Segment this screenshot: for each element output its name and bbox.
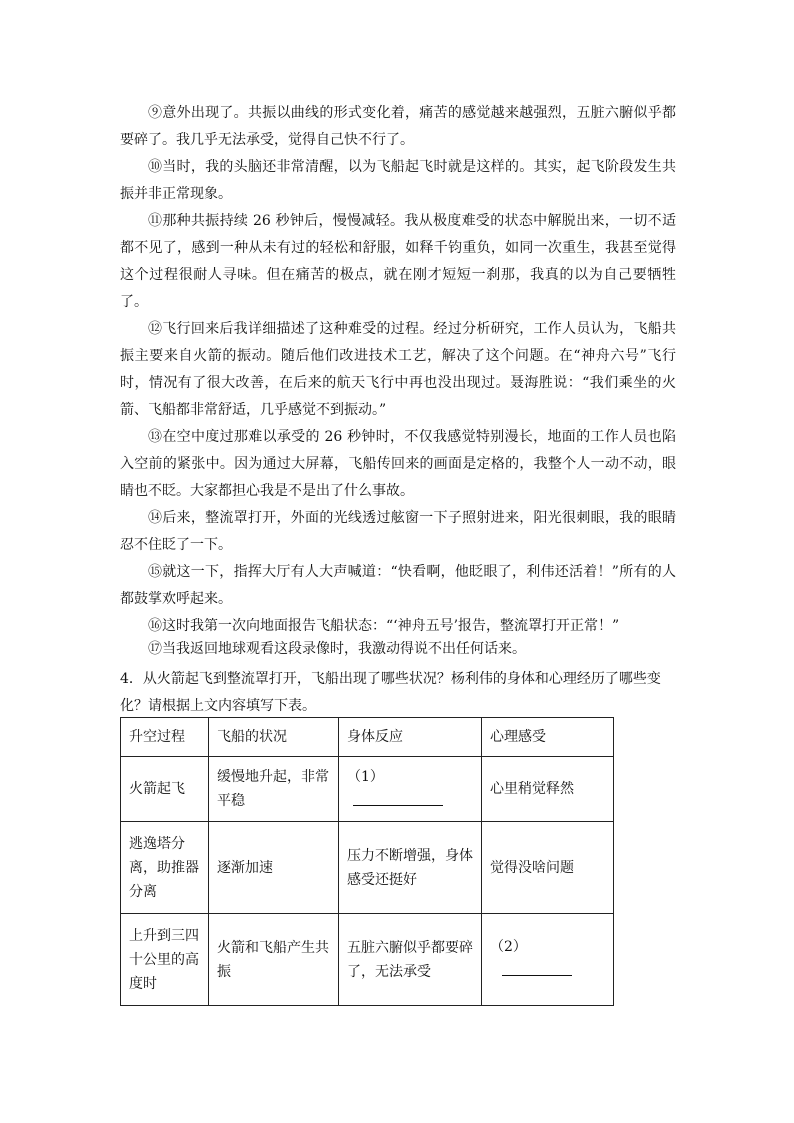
paragraph-9: ⑨意外出现了。共振以曲线的形式变化着，痛苦的感觉越来越强烈，五脏六腑似乎都要碎了。我几乎无法承受，觉得自己快不行了。	[120, 105, 676, 148]
paragraph-14: ⑭后来，整流罩打开，外面的光线透过舷窗一下子照射进来，阳光很刺眼，我的眼睛忍不住眨了一下。	[120, 510, 676, 553]
paragraph-11: ⑪那种共振持续 26 秒钟后，慢慢减轻。我从极度难受的状态中解脱出来，一切不适都不见了，感到一种从未有过的轻松和舒服，如释千钧重负，如同一次重生，我甚至觉得这个过程很耐人寻味。但在痛苦的极点，就在刚才短短一刹那，我真的以为自己要牺牲了。	[120, 213, 676, 310]
table-cell: 压力不断增强，身体感受还挺好	[339, 822, 482, 914]
table-row	[121, 822, 614, 914]
answer-table	[120, 717, 614, 1006]
table-cell: 觉得没啥问题	[482, 822, 614, 914]
table-cell: 火箭和飞船产生共振	[209, 914, 339, 1006]
header-cell: 身体反应	[339, 718, 482, 757]
table-cell: 缓慢地升起，非常平稳	[209, 757, 339, 822]
header-cell: 心理感受	[482, 718, 614, 757]
table-cell: 心里稍觉释然	[482, 757, 614, 822]
table-cell: 逃逸塔分离，助推器分离	[121, 822, 209, 914]
paragraph-17: ⑰当我返回地球观看这段录像时，我激动得说不出任何话来。	[148, 641, 526, 657]
table-cell: 火箭起飞	[121, 757, 209, 822]
table-header-row	[121, 718, 614, 757]
blank-label: （1）	[347, 768, 384, 785]
table-cell: 五脏六腑似乎都要碎了，无法承受	[339, 914, 482, 1006]
paragraph-10: ⑩当时，我的头脑还非常清醒，以为飞船起飞时就是这样的。其实，起飞阶段发生共振并非正常现象。	[120, 159, 676, 202]
paragraph-16: ⑯这时我第一次向地面报告飞船状态：“‘神舟五号’报告，整流罩打开正常！”	[148, 618, 620, 634]
answer-blank-2[interactable]	[502, 959, 572, 976]
blank-label: （2）	[490, 939, 527, 955]
table-row	[121, 914, 614, 1006]
table-row	[121, 757, 614, 822]
table-cell: 上升到三四十公里的高度时	[121, 914, 209, 1006]
question-4: 4．从火箭起飞到整流罩打开，飞船出现了哪些状况？杨利伟的身体和心理经历了哪些变化？请根据上文内容填写下表。	[120, 671, 661, 714]
header-cell: 飞船的状况	[209, 718, 339, 757]
table-cell-blank-1[interactable]	[339, 757, 482, 822]
paragraph-13: ⑬在空中度过那难以承受的 26 秒钟时，不仅我感觉特别漫长，地面的工作人员也陷入空前的紧张中。因为通过大屏幕，飞船传回来的画面是定格的，我整个人一动不动，眼睛也不眨。大家都担心我是不是出了什么事故。	[120, 429, 676, 499]
paragraph-12: ⑫飞行回来后我详细描述了这种难受的过程。经过分析研究，工作人员认为，飞船共振主要来自火箭的振动。随后他们改进技术工艺，解决了这个问题。在“神舟六号”飞行时，情况有了很大改善，在后来的航天飞行中再也没出现过。聂海胜说：“我们乘坐的火箭、飞船都非常舒适，几乎感觉不到振动。”	[120, 321, 676, 418]
header-cell: 升空过程	[121, 718, 209, 757]
table-cell: 逐渐加速	[209, 822, 339, 914]
answer-blank-1[interactable]	[353, 789, 443, 806]
paragraph-15: ⑮就这一下，指挥大厅有人大声喊道：“快看啊，他眨眼了，利伟还活着！”所有的人都鼓掌欢呼起来。	[120, 564, 676, 607]
table-cell-blank-2[interactable]	[482, 914, 614, 1006]
